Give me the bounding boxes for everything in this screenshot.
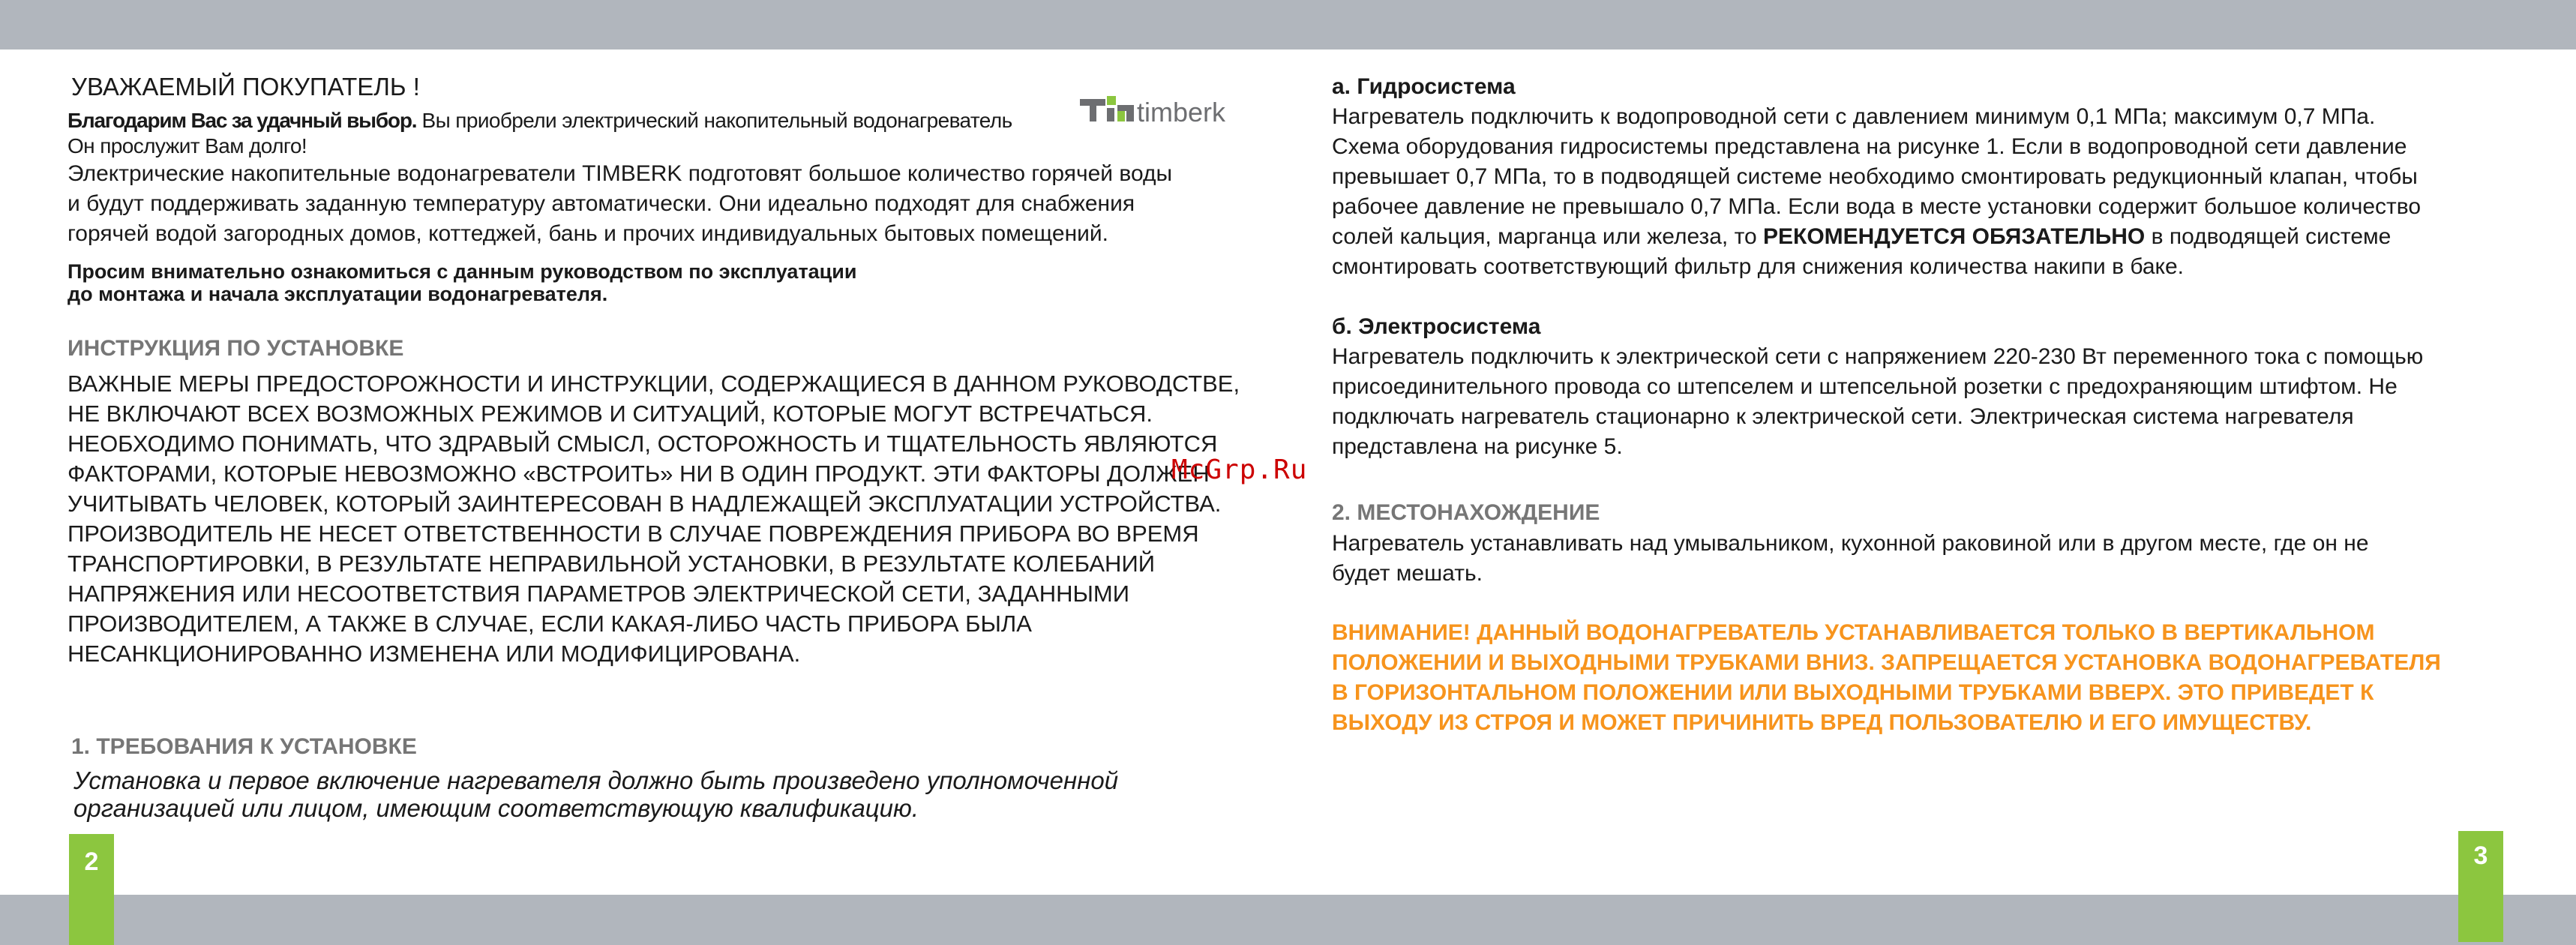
warning-caps-paragraph [67,369,1297,669]
hydro-heading: а. Гидросистема [1332,74,1516,99]
watermark-text: McGrp.Ru [1171,454,1308,485]
attention-line: В ГОРИЗОНТАЛЬНОМ ПОЛОЖЕНИИ ИЛИ ВЫХОДНЫМИ ТРУБКАМИ ВВЕРХ. ЭТО ПРИВЕДЕТ К [1332,680,2374,705]
hydro-line-5 [1332,222,2547,252]
location-paragraph [1332,529,2547,589]
location-heading: 2. МЕСТОНАХОЖДЕНИЕ [1332,500,1600,525]
caps-line: УЧИТЫВАТЬ ЧЕЛОВЕК, КОТОРЫЙ ЗАИНТЕРЕСОВАН В НАДЛЕЖАЩЕЙ ЭКСПЛУАТАЦИИ УСТРОЙСТВА. [67,490,1222,517]
intro-paragraph [67,159,1267,249]
hydro-line: Нагреватель подключить к водопроводной сети с давлением минимум 0,1 МПа; максимум 0,7 МПа. [1332,104,2376,129]
thanks-rest: Вы приобрели электрический накопительный водонагреватель [416,109,1012,132]
hydro-line5-a: солей кальция, марганца или железа, то [1332,224,1764,249]
electro-line: представлена на рисунке 5. [1332,434,1623,459]
thanks-line2: Он прослужит Вам долго! [67,134,307,158]
requirements-text [73,766,1288,822]
caps-line: ПРОИЗВОДИТЕЛЕМ, А ТАКЖЕ В СЛУЧАЕ, ЕСЛИ КАКАЯ-ЛИБО ЧАСТЬ ПРИБОРА БЫЛА [67,610,1032,637]
caps-line: ВАЖНЫЕ МЕРЫ ПРЕДОСТОРОЖНОСТИ И ИНСТРУКЦИИ, СОДЕРЖАЩИЕСЯ В ДАННОМ РУКОВОДСТВЕ, [67,370,1240,397]
caps-line: НЕОБХОДИМО ПОНИМАТЬ, ЧТО ЗДРАВЫЙ СМЫСЛ, ОСТОРОЖНОСТЬ И ТЩАТЕЛЬНОСТЬ ЯВЛЯЮТСЯ [67,430,1218,457]
install-heading: ИНСТРУКЦИЯ ПО УСТАНОВКЕ [67,336,404,361]
caps-line: НАПРЯЖЕНИЯ ИЛИ НЕСООТВЕТСТВИЯ ПАРАМЕТРОВ ЭЛЕКТРИЧЕСКОЙ СЕТИ, ЗАДАННЫМИ [67,580,1130,607]
caps-line: НЕ ВКЛЮЧАЮТ ВСЕХ ВОЗМОЖНЫХ РЕЖИМОВ И СИТУАЦИЙ, КОТОРЫЕ МОГУТ ВСТРЕЧАТЬСЯ. [67,400,1153,427]
logo-wordmark: timberk [1137,97,1226,128]
attention-line: ВНИМАНИЕ! ДАННЫЙ ВОДОНАГРЕВАТЕЛЬ УСТАНАВЛИВАЕТСЯ ТОЛЬКО В ВЕРТИКАЛЬНОМ [1332,620,2375,645]
hydro-line: Схема оборудования гидросистемы представлена на рисунке 1. Если в водопроводной сети давление [1332,134,2407,159]
read-note [67,260,856,305]
caps-line: НЕСАНКЦИОНИРОВАННО ИЗМЕНЕНА ИЛИ МОДИФИЦИРОВАНА. [67,640,801,667]
top-band [0,0,2576,50]
electro-heading: б. Электросистема [1332,314,1541,339]
hydro-line5-bold: РЕКОМЕНДУЕТСЯ ОБЯЗАТЕЛЬНО [1763,224,2146,249]
bottom-band [0,895,2576,945]
attention-warning [1332,618,2562,738]
location-line: будет мешать. [1332,561,1483,586]
hydro-line: смонтировать соответствующий фильтр для снижения количества накипи в баке. [1332,254,2185,279]
intro-line: и будут поддерживать заданную температуру автоматически. Они идеально подходят для снабжения [67,191,1135,216]
read-note-line: Просим внимательно ознакомиться с данным руководством по эксплуатации [67,260,857,283]
electro-line: присоединительного провода со штепселем и штепсельной розетки с предохраняющим штифтом. Не [1332,374,2398,399]
page-number-left: 2 [69,834,114,945]
hydro-line5-b: в подводящей системе [2145,224,2392,249]
attention-line: ПОЛОЖЕНИИ И ВЫХОДНЫМИ ТРУБКАМИ ВНИЗ. ЗАПРЕЩАЕТСЯ УСТАНОВКА ВОДОНАГРЕВАТЕЛЯ [1332,650,2441,675]
caps-line: ФАКТОРАМИ, КОТОРЫЕ НЕВОЗМОЖНО «ВСТРОИТЬ» НИ В ОДИН ПРОДУКТ. ЭТИ ФАКТОРЫ ДОЛЖЕН [67,460,1210,487]
greeting-title: УВАЖАЕМЫЙ ПОКУПАТЕЛЬ ! [71,73,420,100]
timberk-logo [1071,90,1226,135]
electro-line: Нагреватель подключить к электрической сети с напряжением 220-230 Вт переменного тока с помощью [1332,344,2424,369]
hydro-line: превышает 0,7 МПа, то в подводящей системе необходимо смонтировать редукционный клапан, чтобы [1332,164,2418,189]
thanks-bold: Благодарим Вас за удачный выбор. [67,109,417,132]
page-number-right: 3 [2458,831,2503,942]
intro-line: горячей водой загородных домов, коттеджей, бань и прочих индивидуальных бытовых помещений. [67,221,1108,246]
electro-paragraph [1332,342,2547,462]
caps-line: ТРАНСПОРТИРОВКИ, В РЕЗУЛЬТАТЕ НЕПРАВИЛЬНОЙ УСТАНОВКИ, В РЕЗУЛЬТАТЕ КОЛЕБАНИЙ [67,550,1156,577]
thanks-text [67,108,1072,159]
hydro-paragraph [1332,102,2547,282]
requirements-heading: 1. ТРЕБОВАНИЯ К УСТАНОВКЕ [71,734,417,759]
electro-line: подключать нагреватель стационарно к электрической сети. Электрическая система нагревателя [1332,404,2354,429]
attention-line: ВЫХОДУ ИЗ СТРОЯ И МОЖЕТ ПРИЧИНИТЬ ВРЕД ПОЛЬЗОВАТЕЛЮ И ЕГО ИМУЩЕСТВУ. [1332,710,2312,735]
caps-line: ПРОИЗВОДИТЕЛЬ НЕ НЕСЕТ ОТВЕТСТВЕННОСТИ В СЛУЧАЕ ПОВРЕЖДЕНИЯ ПРИБОРА ВО ВРЕМЯ [67,520,1199,547]
requirements-line: организацией или лицом, имеющим соответствующую квалификацию. [73,794,919,822]
hydro-line: рабочее давление не превышало 0,7 МПа. Если вода в месте установки содержит большое количество [1332,194,2422,219]
read-note-line: до монтажа и начала эксплуатации водонагревателя. [67,283,608,305]
requirements-line: Установка и первое включение нагревателя должно быть произведено уполномоченной [73,766,1119,794]
intro-line: Электрические накопительные водонагреватели TIMBERK подготовят большое количество горячей воды [67,161,1173,186]
location-line: Нагреватель устанавливать над умывальником, кухонной раковиной или в другом месте, где он не [1332,531,2369,556]
